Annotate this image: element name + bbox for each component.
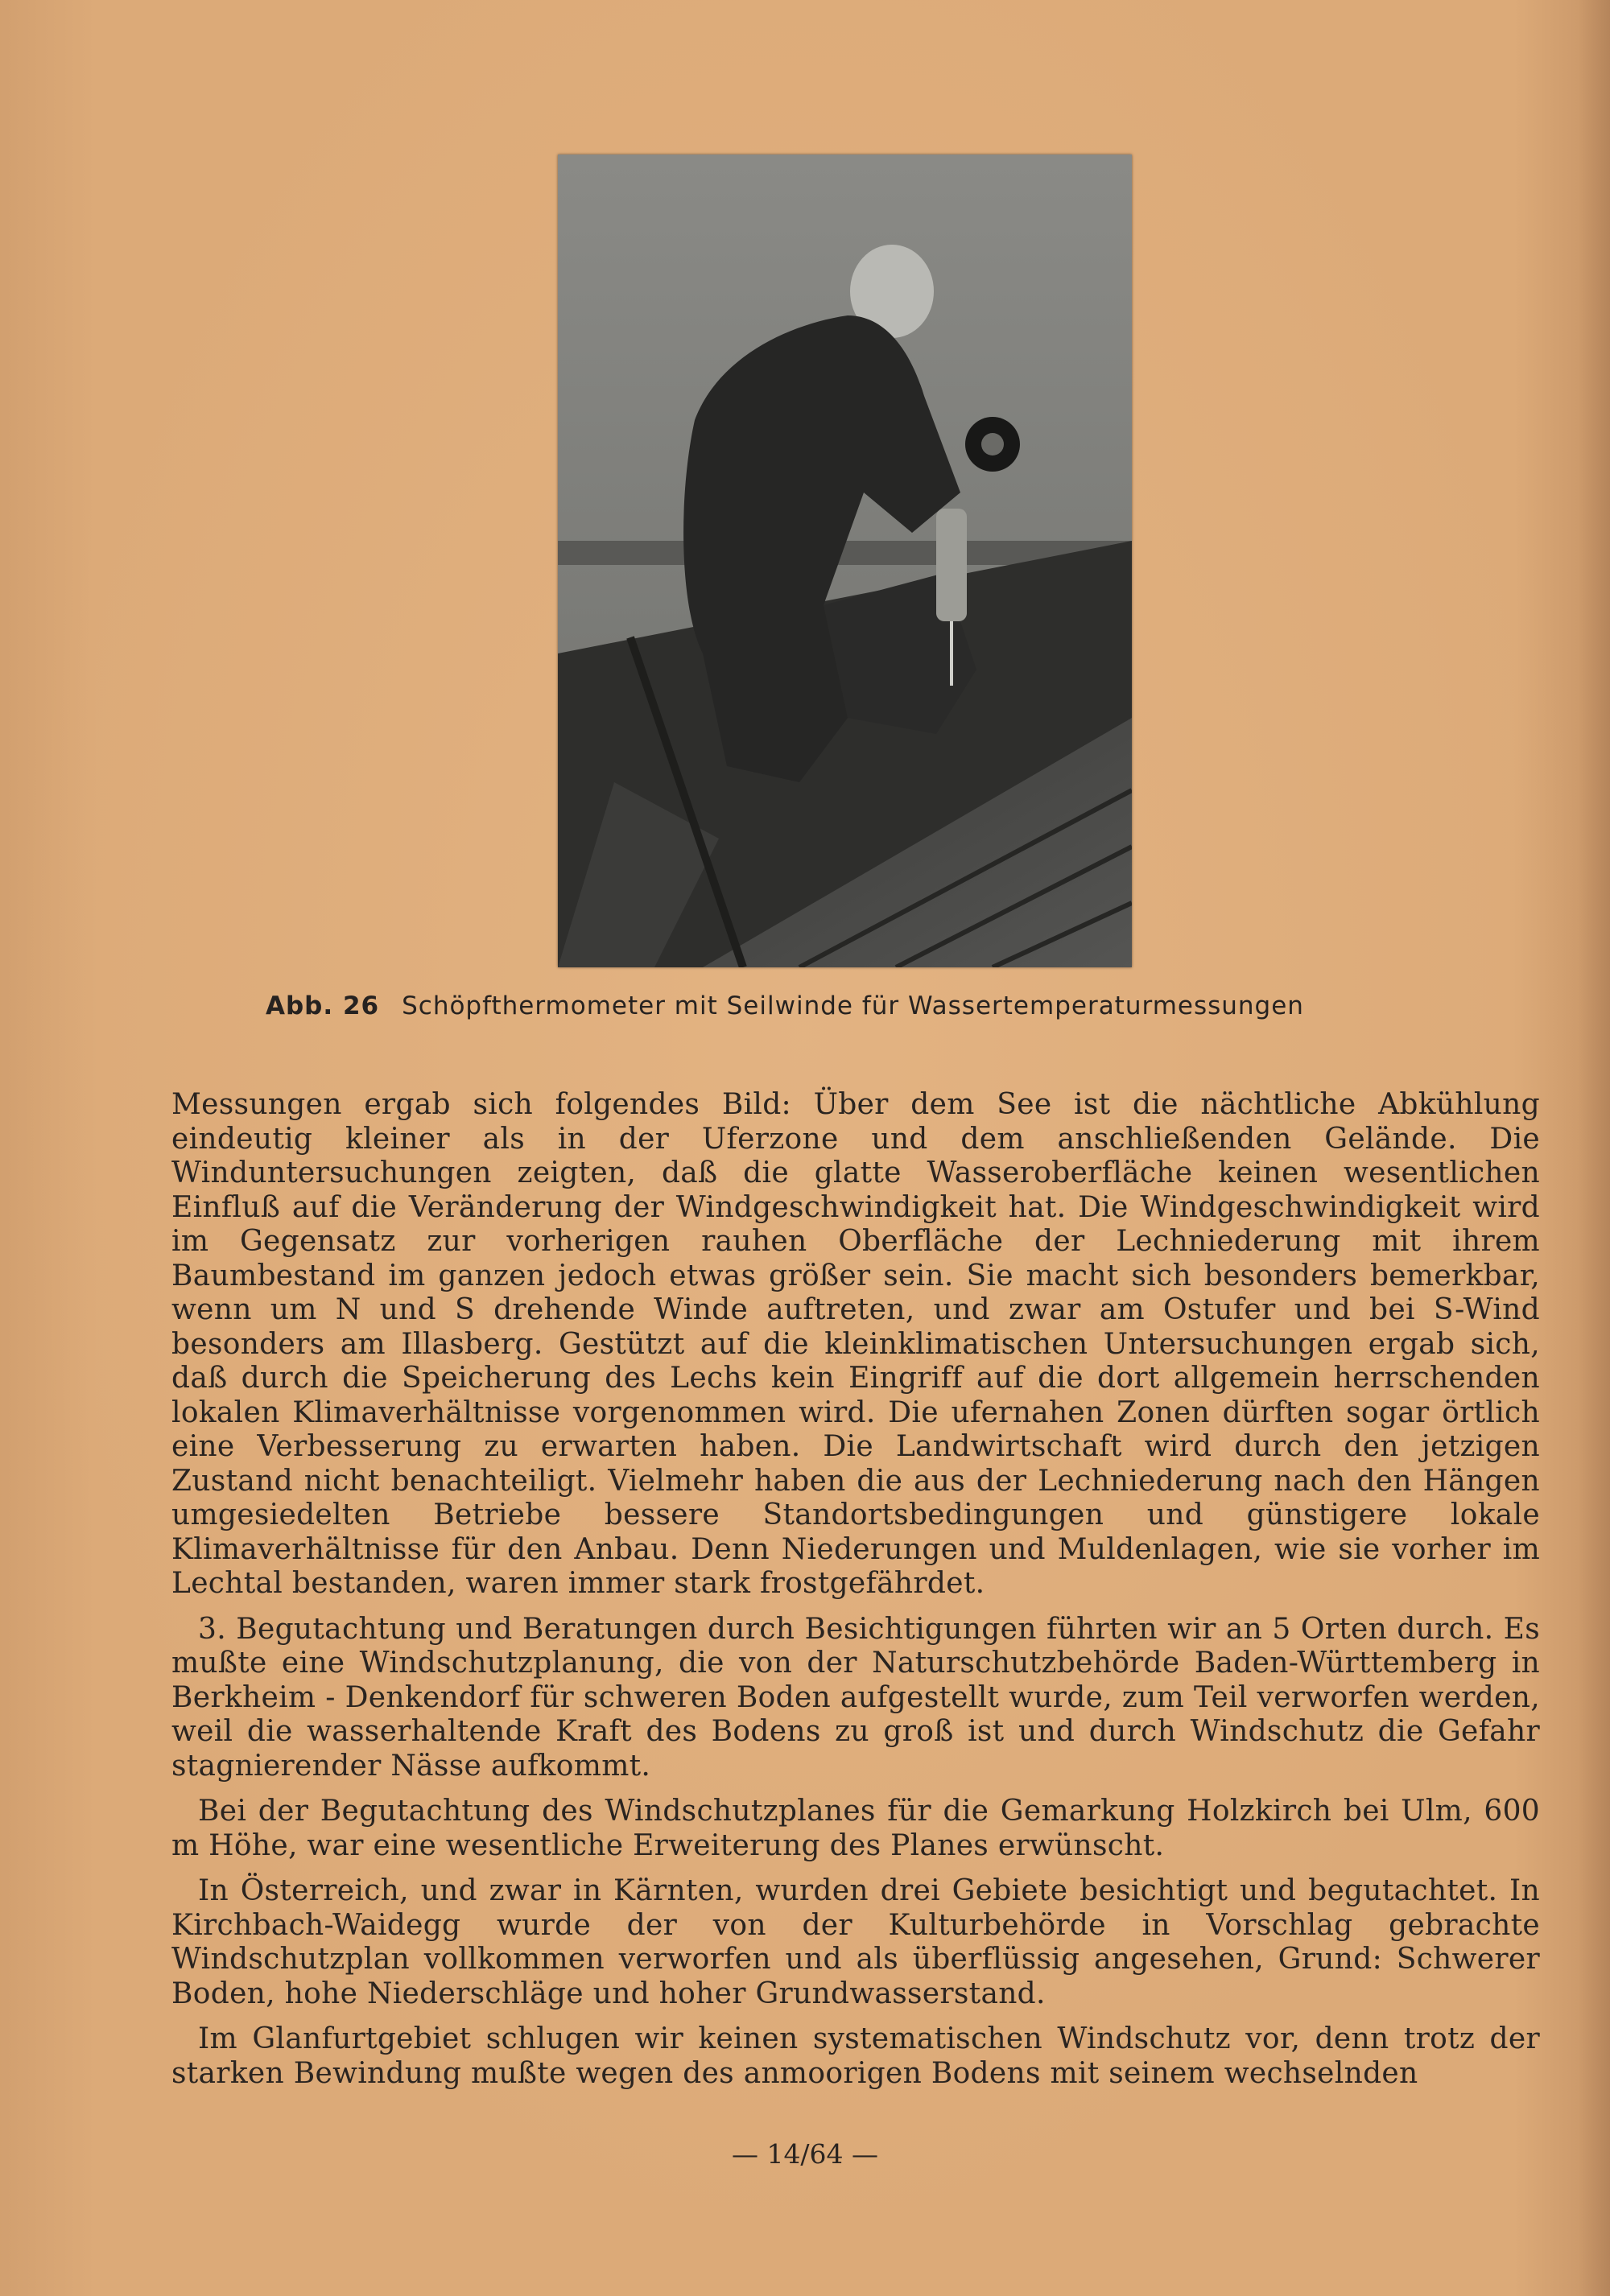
paragraph: 3. Begutachtung und Beratungen durch Besichtigungen führten wir an 5 Orten durch. Es mußte eine Windschutzplanung, die von der Naturschutzbehörde Baden-Württemberg in Berkheim - Denkendorf für schweren Boden aufgestellt wurde, zum Teil verworfen werden, weil die wasserhaltende Kraft des Bodens zu groß ist und durch Windschutz die Gefahr stagnierender Nässe aufkommt. bbox=[171, 1612, 1540, 1783]
paragraph: Bei der Begutachtung des Windschutzplanes für die Gemarkung Holzkirch bei Ulm, 600 m Höhe, war eine wesentliche Erweiterung des Planes erwünscht. bbox=[171, 1795, 1540, 1862]
body-text bbox=[171, 1088, 1540, 2091]
figure-photo-image bbox=[558, 155, 1132, 967]
paragraph: In Österreich, und zwar in Kärnten, wurden drei Gebiete besichtigt und begutachtet. In Kirchbach-Waidegg wurde der von der Kulturbehörde in Vorschlag gebrachte Windschutzplan vollkommen verworfen und als überflüssig angesehen, Grund: Schwerer Boden, hohe Niederschläge und hoher Grundwasserstand. bbox=[171, 1874, 1540, 2010]
paragraph: Messungen ergab sich folgendes Bild: Über dem See ist die nächtliche Abkühlung eindeutig kleiner als in der Uferzone und dem anschließenden Gelände. Die Winduntersuchungen zeigten, daß die glatte Wasseroberfläche keinen wesentlichen Einfluß auf die Veränderung der Windgeschwindigkeit hat. Die Windgeschwindigkeit wird im Gegensatz zur vorherigen rauhen Oberfläche der Lechniederung mit ihrem Baumbestand im ganzen jedoch etwas größer sein. Sie macht sich besonders bemerkbar, wenn um N und S drehende Winde auftreten, und zwar am Ostufer und bei S-Wind besonders am Illasberg. Gestützt auf die kleinklimatischen Untersuchungen ergab sich, daß durch die Speicherung des Lechs kein Eingriff auf die dort allgemein herrschenden lokalen Klimaverhältnisse vorgenommen wird. Die ufernahen Zonen dürften sogar örtlich eine Verbesserung zu erwarten haben. Die Landwirtschaft wird durch den jetzigen Zustand nicht benachteiligt. Vielmehr haben die aus der Lechniederung nach den Hängen umgesiedelten Betriebe bessere Standortsbedingungen und günstigere lokale Klimaverhältnisse für den Anbau. Denn Niederungen und Muldenlagen, wie sie vorher im Lechtal bestanden, waren immer stark frostgefährdet. bbox=[171, 1088, 1540, 1600]
page-edge-shadow bbox=[1578, 0, 1610, 2296]
figure-label: Abb. 26 bbox=[266, 991, 380, 1020]
figure-caption-text: Schöpfthermometer mit Seilwinde für Wassertemperaturmessungen bbox=[402, 991, 1304, 1020]
paragraph: Im Glanfurtgebiet schlugen wir keinen systematischen Windschutz vor, denn trotz der starken Bewindung mußte wegen des anmoorigen Bodens mit seinem wechselnden bbox=[171, 2022, 1540, 2090]
page-number: — 14/64 — bbox=[731, 2138, 879, 2170]
figure-caption bbox=[266, 991, 1473, 1020]
figure-photo bbox=[558, 155, 1132, 967]
